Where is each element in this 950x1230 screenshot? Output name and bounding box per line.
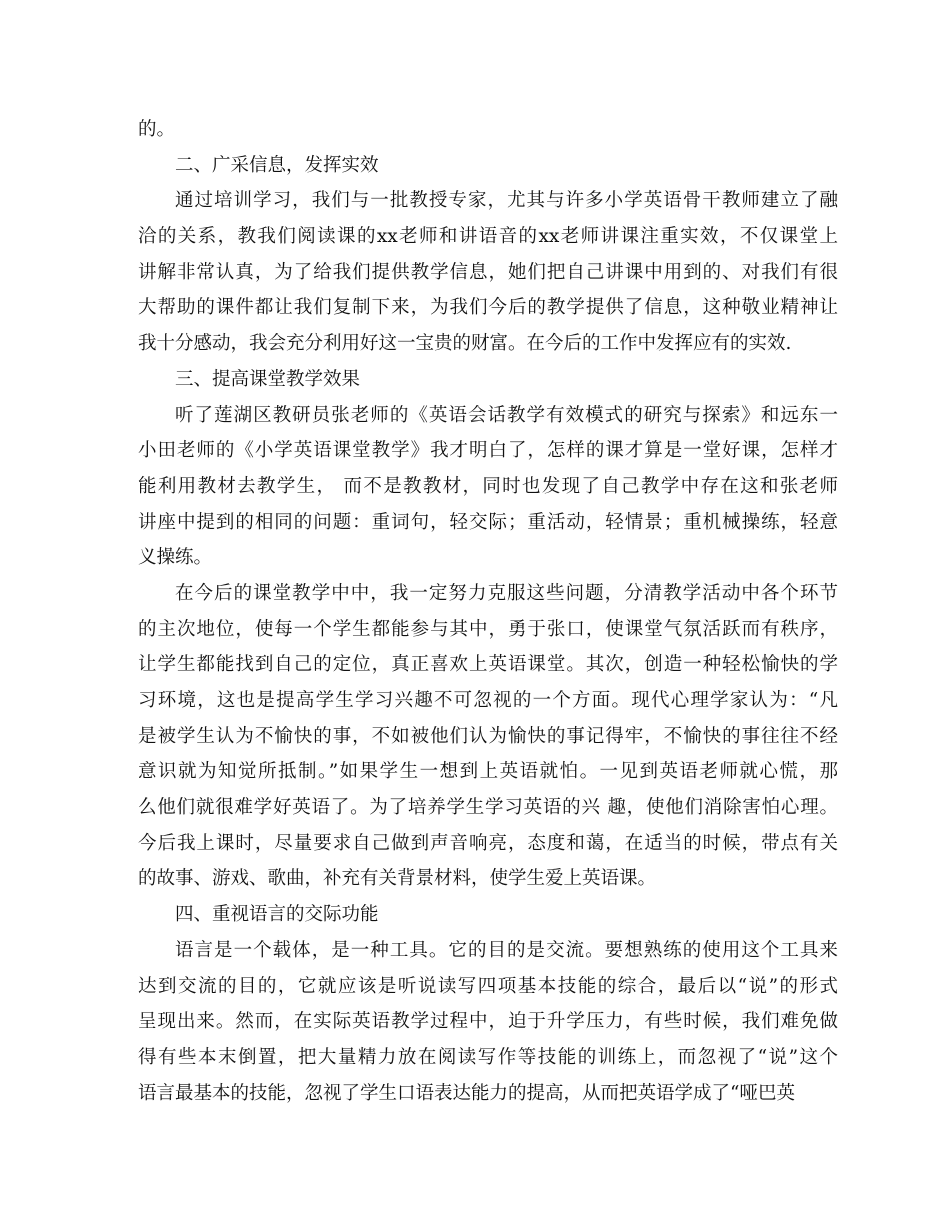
paragraph-line: 在今后的课堂教学中中，我一定努力克服这些问题，分清教学活动中各个环节: [175, 582, 838, 604]
paragraph: [138, 576, 838, 897]
paragraph-line: 的故事、游戏、歌曲，补充有关背景材料，使学生爱上英语课。: [138, 868, 657, 890]
heading-text: 二、广采信息，发挥实效: [175, 154, 379, 176]
paragraph-line: 今后我上课时，尽量要求自己做到声音响亮，态度和蔼，在适当的时候，带点有关: [138, 832, 838, 854]
paragraph-line: 大帮助的课件都让我们复制下来，为我们今后的教学提供了信息，这种敬业精神让: [138, 297, 838, 319]
paragraph-line: 洽的关系，教我们阅读课的xx老师和讲语音的xx老师讲课注重实效，不仅课堂上: [138, 226, 838, 248]
heading-text: 三、提高课堂教学效果: [175, 368, 361, 390]
section-heading: [138, 897, 838, 933]
paragraph-line: 么他们就很难学好英语了。为了培养学生学习英语的兴 趣，使他们消除害怕心理。: [138, 797, 838, 819]
paragraph-line: 能利用教材去教学生， 而不是教教材，同时也发现了自己教学中存在这和张老师: [138, 475, 838, 497]
paragraph-line: 达到交流的目的，它就应该是听说读写四项基本技能的综合，最后以“说”的形式: [138, 975, 838, 997]
paragraph-line: 呈现出来。然而，在实际英语教学过程中，迫于升学压力，有些时候，我们难免做: [138, 1011, 838, 1033]
paragraph-line: 语言最基本的技能，忽视了学生口语表达能力的提高，从而把英语学成了“哑巴英: [138, 1082, 795, 1104]
paragraph-line: 讲解非常认真，为了给我们提供教学信息，她们把自己讲课中用到的、对我们有很: [138, 261, 838, 283]
paragraph-line: 意识就为知觉所抵制。”如果学生一想到上英语就怕。一见到英语老师就心慌，那: [138, 761, 838, 783]
document-body: [138, 112, 838, 1111]
paragraph-line: 让学生都能找到自己的定位，真正喜欢上英语课堂。其次，创造一种轻松愉快的学: [138, 654, 838, 676]
paragraph-line: 得有些本末倒置，把大量精力放在阅读写作等技能的训练上，而忽视了“说”这个: [138, 1046, 838, 1068]
heading-text: 四、重视语言的交际功能: [175, 904, 379, 926]
paragraph-line: 小田老师的《小学英语课堂教学》我才明白了，怎样的课才算是一堂好课，怎样才: [138, 440, 838, 462]
paragraph-line: 的主次地位，使每一个学生都能参与其中，勇于张口，使课堂气氛活跃而有秩序，: [138, 618, 838, 640]
paragraph-line: 听了莲湖区教研员张老师的《英语会话教学有效模式的研究与探索》和远东一: [175, 404, 838, 426]
paragraph-line: 习环境，这也是提高学生学习兴趣不可忽视的一个方面。现代心理学家认为：“凡: [138, 690, 838, 711]
paragraph-line: 是被学生认为不愉快的事，不如被他们认为愉快的事记得牢，不愉快的事往往不经: [138, 725, 838, 747]
paragraph-line: 语言是一个载体，是一种工具。它的目的是交流。要想熟练的使用这个工具来: [175, 939, 838, 961]
paragraph-line: 义操练。: [138, 547, 213, 569]
paragraph-line: 我十分感动，我会充分利用好这一宝贵的财富。在今后的工作中发挥应有的实效.: [138, 333, 792, 355]
paragraph-line: 的。: [138, 119, 176, 140]
paragraph: [138, 398, 838, 576]
section-heading: [138, 362, 838, 398]
paragraph: [138, 183, 838, 361]
paragraph: [138, 112, 838, 148]
section-heading: [138, 148, 838, 184]
paragraph-line: 讲座中提到的相同的问题：重词句，轻交际；重活动，轻情景；重机械操练，轻意: [138, 511, 838, 533]
paragraph: [138, 933, 838, 1111]
paragraph-line: 通过培训学习，我们与一批教授专家，尤其与许多小学英语骨干教师建立了融: [175, 190, 838, 212]
